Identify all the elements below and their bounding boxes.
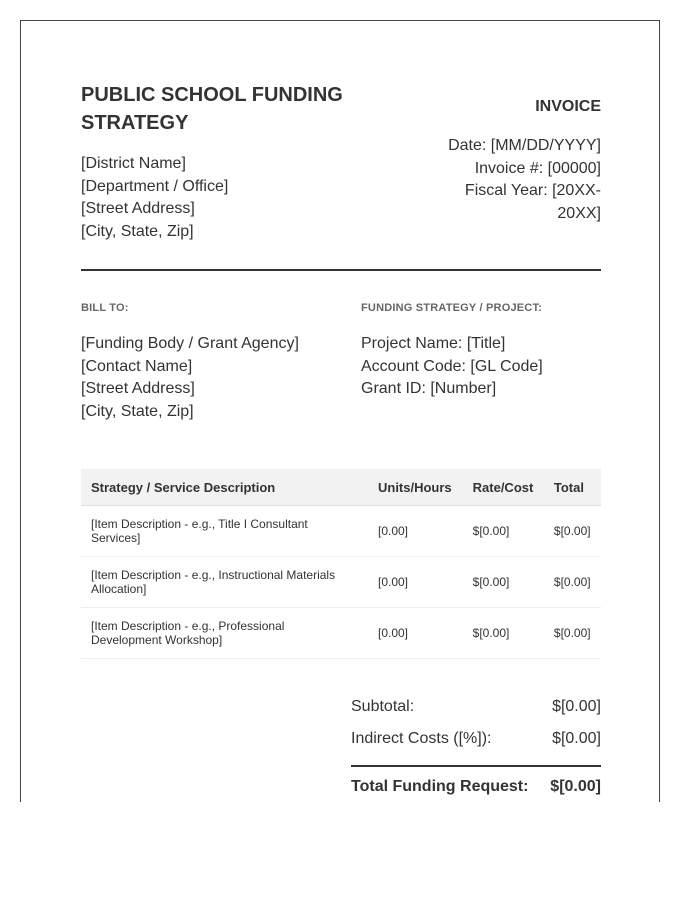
item-units: [0.00] xyxy=(368,557,463,608)
subtotal-label: Subtotal: xyxy=(351,698,415,715)
total-request-value: $[0.00] xyxy=(550,778,601,795)
item-rate: $[0.00] xyxy=(463,506,544,557)
bill-to-street: [Street Address] xyxy=(81,380,195,397)
col-units: Units/Hours xyxy=(368,469,463,506)
project-label: FUNDING STRATEGY / PROJECT: xyxy=(361,302,543,314)
item-description: [Item Description - e.g., Instructional Materials Allocation] xyxy=(81,557,368,608)
item-total: $[0.00] xyxy=(544,608,601,659)
item-units: [0.00] xyxy=(368,608,463,659)
invoice-page xyxy=(20,20,660,802)
item-description: [Item Description - e.g., Professional Development Workshop] xyxy=(81,608,368,659)
grant-id: Grant ID: [Number] xyxy=(361,380,497,397)
table-header-row xyxy=(81,469,601,506)
bill-to-city-state-zip: [City, State, Zip] xyxy=(81,402,194,420)
item-rate: $[0.00] xyxy=(463,608,544,659)
item-description: [Item Description - e.g., Title I Consultant Services] xyxy=(81,506,368,557)
col-total: Total xyxy=(544,469,601,506)
total-request-label: Total Funding Request: xyxy=(351,778,529,795)
item-total: $[0.00] xyxy=(544,506,601,557)
document-title: PUBLIC SCHOOL FUNDING STRATEGY xyxy=(81,84,343,134)
subtotal-value: $[0.00] xyxy=(552,698,601,715)
indirect-costs-row xyxy=(351,723,601,755)
table-row xyxy=(81,608,601,659)
subtotal-row xyxy=(351,691,601,723)
account-code: Account Code: [GL Code] xyxy=(361,357,543,375)
project-details xyxy=(361,333,543,401)
table-row xyxy=(81,557,601,608)
bill-to-label: BILL TO: xyxy=(81,302,129,314)
item-total: $[0.00] xyxy=(544,557,601,608)
col-description: Strategy / Service Description xyxy=(81,469,368,506)
invoice-number: Invoice #: [00000] xyxy=(474,159,601,177)
funding-body: [Funding Body / Grant Agency] xyxy=(81,335,299,352)
indirect-costs-value: $[0.00] xyxy=(552,730,601,747)
item-rate: $[0.00] xyxy=(463,557,544,608)
line-items-table xyxy=(81,469,601,659)
bill-to-address xyxy=(81,333,299,423)
project-name: Project Name: [Title] xyxy=(361,335,506,352)
district-street: [Street Address] xyxy=(81,200,195,217)
invoice-label: INVOICE xyxy=(535,98,601,115)
contact-name: [Contact Name] xyxy=(81,357,193,375)
district-address xyxy=(81,153,228,243)
totals-section xyxy=(351,691,601,807)
col-rate: Rate/Cost xyxy=(463,469,544,506)
indirect-costs-label: Indirect Costs ([%]): xyxy=(351,730,492,747)
table-row xyxy=(81,506,601,557)
district-city-state-zip: [City, State, Zip] xyxy=(81,222,194,240)
invoice-meta xyxy=(431,135,601,225)
fiscal-year: Fiscal Year: [20XX-20XX] xyxy=(464,182,601,222)
invoice-date: Date: [MM/DD/YYYY] xyxy=(448,137,601,154)
district-name: [District Name] xyxy=(81,155,186,172)
item-units: [0.00] xyxy=(368,506,463,557)
department-office: [Department / Office] xyxy=(81,177,229,195)
total-request-row xyxy=(351,767,601,807)
header-divider xyxy=(81,269,601,271)
